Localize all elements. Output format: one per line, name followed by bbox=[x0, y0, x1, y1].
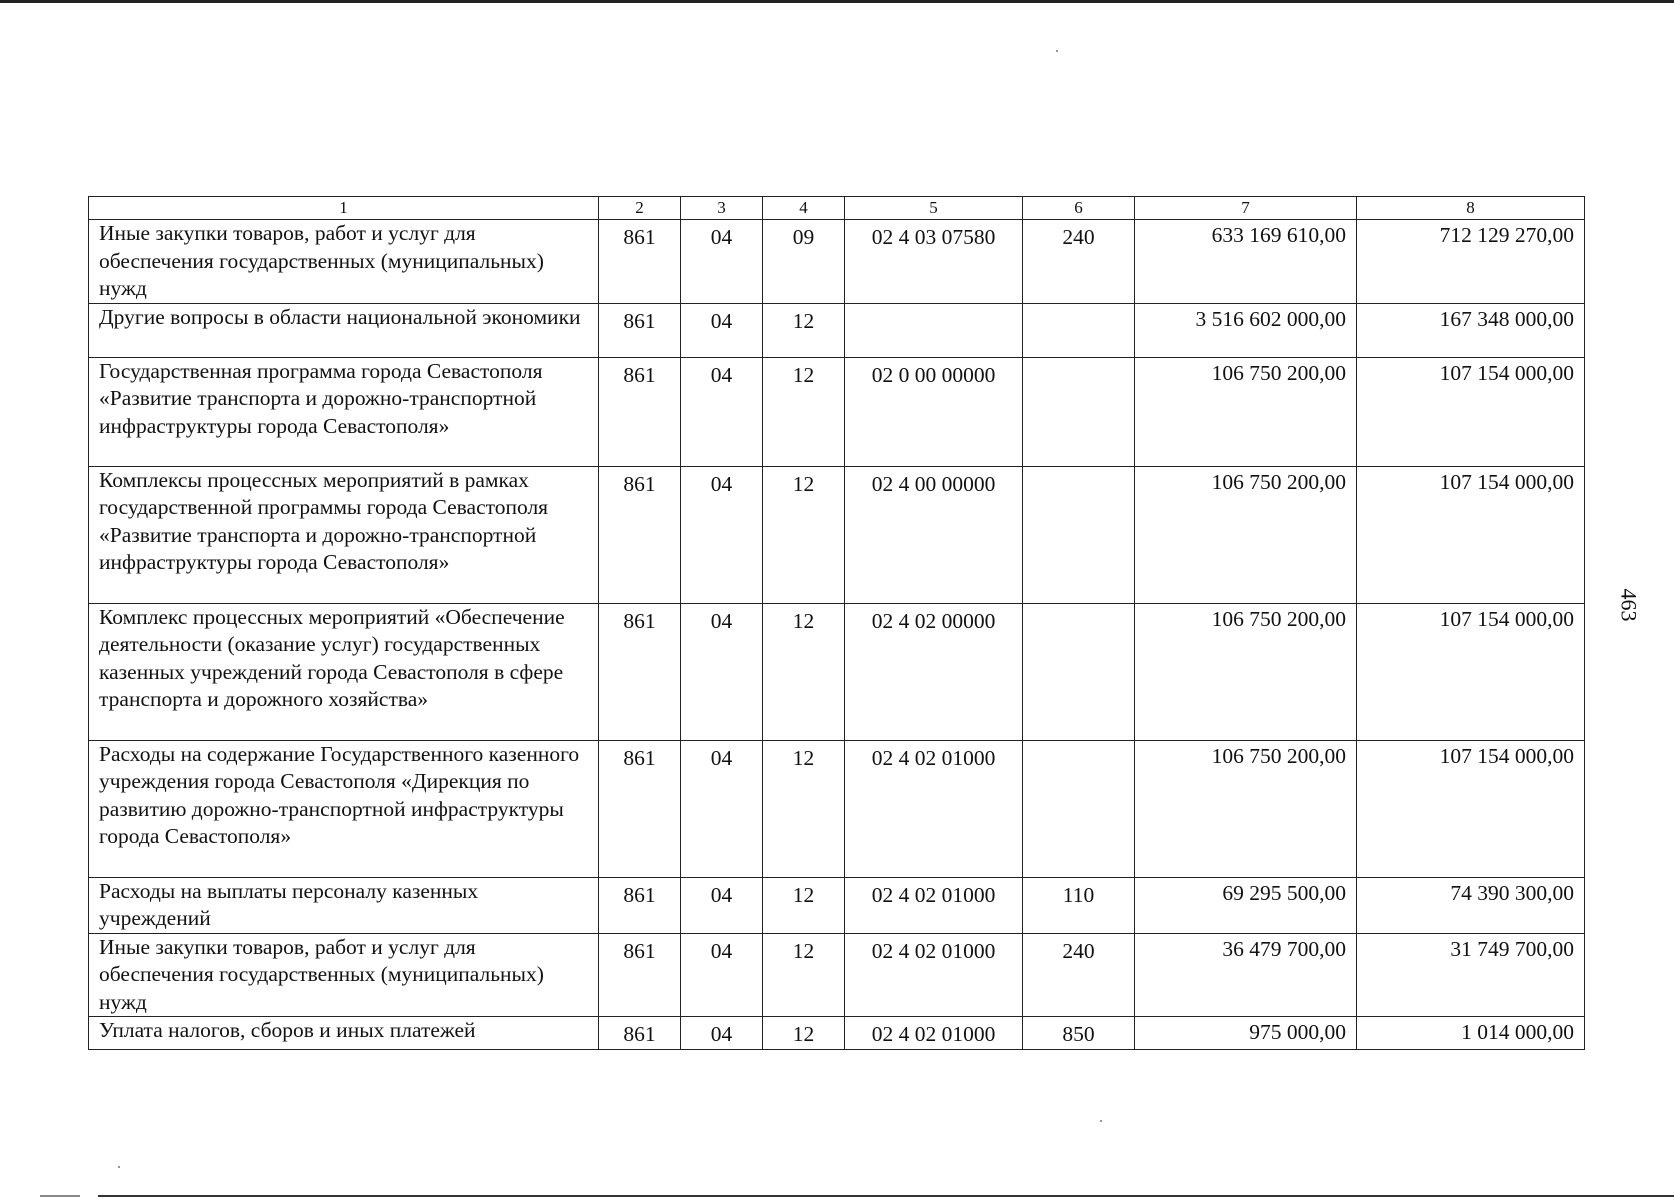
section-code: 04 bbox=[681, 303, 763, 357]
target-article-code: 02 4 02 00000 bbox=[845, 603, 1023, 740]
target-article-code: 02 4 03 07580 bbox=[845, 220, 1023, 304]
column-number-3: 3 bbox=[681, 197, 763, 220]
table-body bbox=[89, 197, 1585, 1050]
row-name: Комплексы процессных мероприятий в рамках государственной программы города Севастополя «Развитие транспорта и дорожно-транспортной инфраструктуры города Севастополя» bbox=[89, 466, 599, 603]
target-article-code: 02 4 02 01000 bbox=[845, 740, 1023, 877]
subsection-code: 12 bbox=[763, 933, 845, 1017]
amount-year-1: 975 000,00 bbox=[1135, 1017, 1357, 1050]
amount-year-1: 3 516 602 000,00 bbox=[1135, 303, 1357, 357]
amount-year-1: 106 750 200,00 bbox=[1135, 603, 1357, 740]
column-number-8: 8 bbox=[1357, 197, 1585, 220]
target-article-code: 02 0 00 00000 bbox=[845, 357, 1023, 466]
column-number-1: 1 bbox=[89, 197, 599, 220]
subsection-code: 12 bbox=[763, 1017, 845, 1050]
section-code: 04 bbox=[681, 466, 763, 603]
admin-code: 861 bbox=[599, 877, 681, 933]
amount-year-1: 106 750 200,00 bbox=[1135, 740, 1357, 877]
scan-speck bbox=[118, 1166, 120, 1168]
amount-year-2: 31 749 700,00 bbox=[1357, 933, 1585, 1017]
row-name: Расходы на выплаты персоналу казенных учреждений bbox=[89, 877, 599, 933]
table-row bbox=[89, 877, 1585, 933]
amount-year-1: 633 169 610,00 bbox=[1135, 220, 1357, 304]
target-article-code bbox=[845, 303, 1023, 357]
subsection-code: 09 bbox=[763, 220, 845, 304]
expense-type-code bbox=[1023, 603, 1135, 740]
amount-year-2: 107 154 000,00 bbox=[1357, 357, 1585, 466]
subsection-code: 12 bbox=[763, 357, 845, 466]
amount-year-2: 712 129 270,00 bbox=[1357, 220, 1585, 304]
subsection-code: 12 bbox=[763, 877, 845, 933]
admin-code: 861 bbox=[599, 466, 681, 603]
amount-year-1: 106 750 200,00 bbox=[1135, 357, 1357, 466]
table-row bbox=[89, 466, 1585, 603]
column-number-7: 7 bbox=[1135, 197, 1357, 220]
amount-year-2: 107 154 000,00 bbox=[1357, 603, 1585, 740]
admin-code: 861 bbox=[599, 1017, 681, 1050]
table-row bbox=[89, 933, 1585, 1017]
target-article-code: 02 4 02 01000 bbox=[845, 1017, 1023, 1050]
page-number: 463 bbox=[1616, 588, 1642, 622]
row-name: Иные закупки товаров, работ и услуг для обеспечения государственных (муниципальных) нужд bbox=[89, 220, 599, 304]
admin-code: 861 bbox=[599, 357, 681, 466]
section-code: 04 bbox=[681, 220, 763, 304]
target-article-code: 02 4 02 01000 bbox=[845, 877, 1023, 933]
expense-type-code bbox=[1023, 303, 1135, 357]
target-article-code: 02 4 00 00000 bbox=[845, 466, 1023, 603]
scan-top-border bbox=[0, 0, 1674, 3]
admin-code: 861 bbox=[599, 933, 681, 1017]
amount-year-2: 107 154 000,00 bbox=[1357, 740, 1585, 877]
section-code: 04 bbox=[681, 740, 763, 877]
expense-type-code: 110 bbox=[1023, 877, 1135, 933]
scan-bottom-mark bbox=[40, 1195, 80, 1197]
table-row bbox=[89, 303, 1585, 357]
section-code: 04 bbox=[681, 357, 763, 466]
scan-bottom-border bbox=[98, 1195, 1674, 1197]
section-code: 04 bbox=[681, 1017, 763, 1050]
row-name: Комплекс процессных мероприятий «Обеспечение деятельности (оказание услуг) государственных казенных учреждений города Севастополя в сфере транспорта и дорожного хозяйства» bbox=[89, 603, 599, 740]
expense-type-code: 240 bbox=[1023, 220, 1135, 304]
amount-year-1: 106 750 200,00 bbox=[1135, 466, 1357, 603]
scan-speck bbox=[1100, 1120, 1102, 1122]
subsection-code: 12 bbox=[763, 466, 845, 603]
table-row bbox=[89, 1017, 1585, 1050]
subsection-code: 12 bbox=[763, 740, 845, 877]
table-row bbox=[89, 220, 1585, 304]
section-code: 04 bbox=[681, 933, 763, 1017]
expense-type-code bbox=[1023, 466, 1135, 603]
row-name: Расходы на содержание Государственного казенного учреждения города Севастополя «Дирекция по развитию дорожно-транспортной инфраструктуры города Севастополя» bbox=[89, 740, 599, 877]
column-number-2: 2 bbox=[599, 197, 681, 220]
section-code: 04 bbox=[681, 877, 763, 933]
row-name: Уплата налогов, сборов и иных платежей bbox=[89, 1017, 599, 1050]
scan-speck bbox=[1056, 50, 1058, 52]
amount-year-2: 167 348 000,00 bbox=[1357, 303, 1585, 357]
expense-type-code: 240 bbox=[1023, 933, 1135, 1017]
amount-year-2: 107 154 000,00 bbox=[1357, 466, 1585, 603]
expense-type-code bbox=[1023, 357, 1135, 466]
row-name: Иные закупки товаров, работ и услуг для обеспечения государственных (муниципальных) нужд bbox=[89, 933, 599, 1017]
subsection-code: 12 bbox=[763, 303, 845, 357]
subsection-code: 12 bbox=[763, 603, 845, 740]
row-name: Государственная программа города Севастополя «Развитие транспорта и дорожно-транспортной инфраструктуры города Севастополя» bbox=[89, 357, 599, 466]
column-number-4: 4 bbox=[763, 197, 845, 220]
budget-table bbox=[88, 196, 1585, 1050]
amount-year-2: 74 390 300,00 bbox=[1357, 877, 1585, 933]
admin-code: 861 bbox=[599, 740, 681, 877]
expense-type-code: 850 bbox=[1023, 1017, 1135, 1050]
table-row bbox=[89, 740, 1585, 877]
amount-year-2: 1 014 000,00 bbox=[1357, 1017, 1585, 1050]
table-row bbox=[89, 357, 1585, 466]
amount-year-1: 36 479 700,00 bbox=[1135, 933, 1357, 1017]
column-number-row bbox=[89, 197, 1585, 220]
row-name: Другие вопросы в области национальной экономики bbox=[89, 303, 599, 357]
admin-code: 861 bbox=[599, 303, 681, 357]
column-number-6: 6 bbox=[1023, 197, 1135, 220]
section-code: 04 bbox=[681, 603, 763, 740]
table-row bbox=[89, 603, 1585, 740]
column-number-5: 5 bbox=[845, 197, 1023, 220]
admin-code: 861 bbox=[599, 603, 681, 740]
expense-type-code bbox=[1023, 740, 1135, 877]
admin-code: 861 bbox=[599, 220, 681, 304]
amount-year-1: 69 295 500,00 bbox=[1135, 877, 1357, 933]
target-article-code: 02 4 02 01000 bbox=[845, 933, 1023, 1017]
